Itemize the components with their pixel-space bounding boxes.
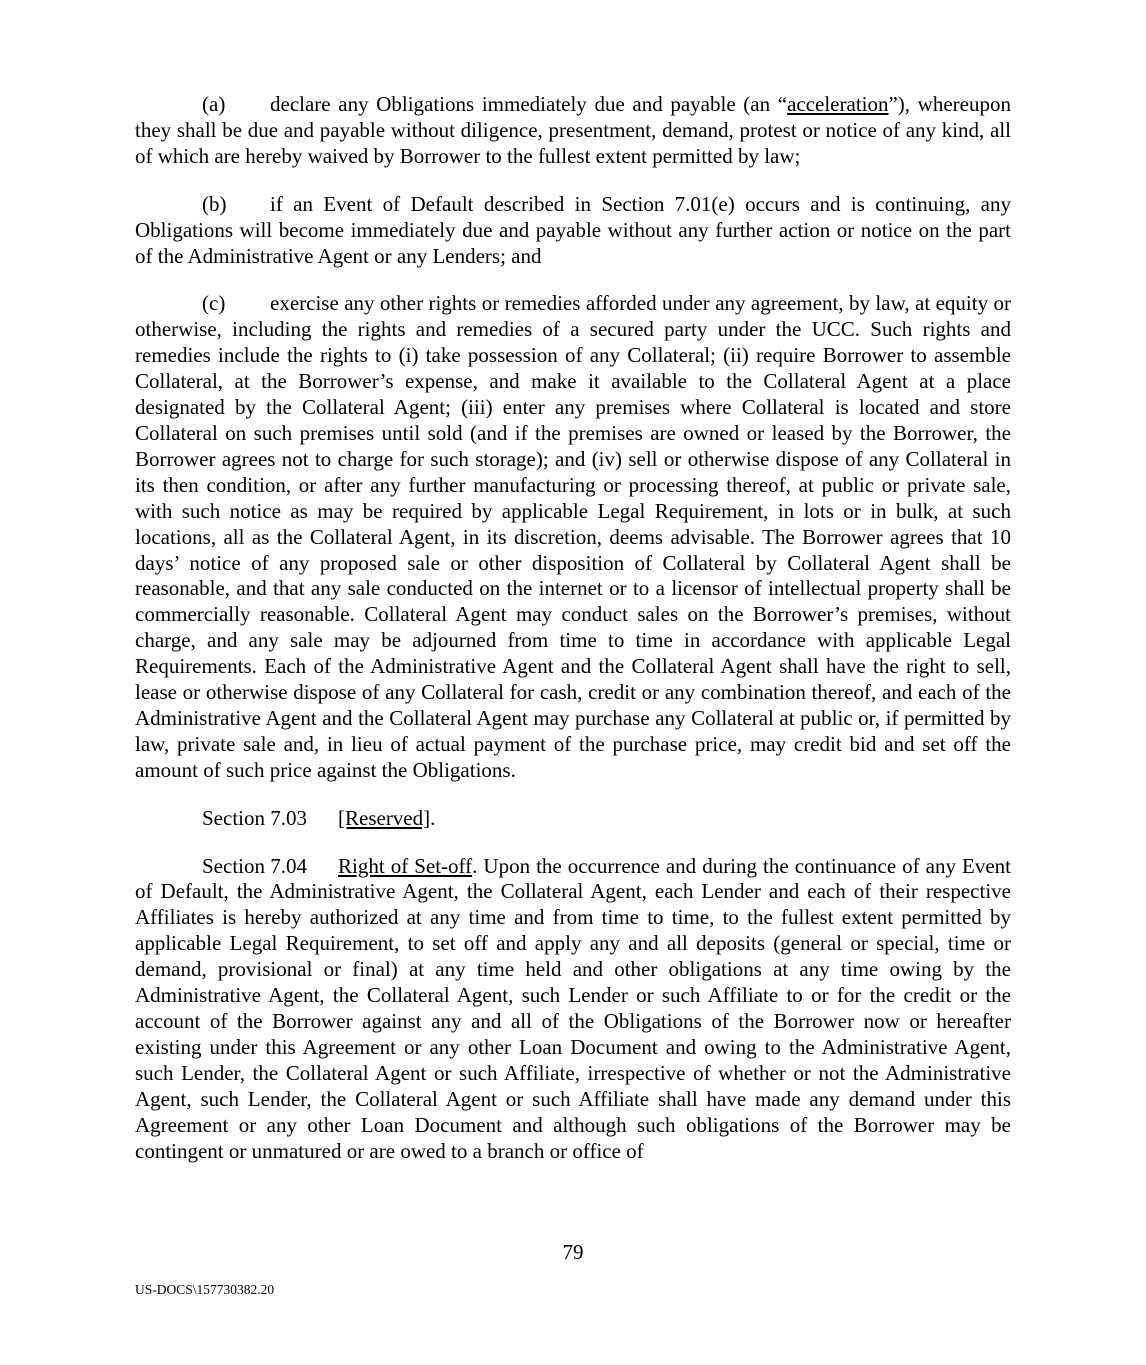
defined-term-acceleration: acceleration [787, 92, 889, 116]
paragraph-a-text-start: declare any Obligations immediately due and payable (an “ [270, 92, 788, 116]
section-7-04 [135, 854, 1011, 1165]
paragraph-a-text-end: ”), whereupon they shall be due and payable without diligence, presentment, demand, protest or notice of any kind, all of which are hereby waived by Borrower to the fullest extent permitted by law; [135, 92, 1011, 168]
paragraph-label: (c) [202, 291, 226, 316]
section-title-punct: . [472, 853, 478, 878]
paragraph-c [135, 291, 1011, 783]
section-number: Section 7.03 [202, 805, 307, 830]
paragraph-b [135, 192, 1011, 270]
section-7-03 [135, 806, 1011, 832]
paragraph-label: (a) [202, 92, 226, 116]
section-title: [Reserved] [338, 805, 431, 830]
paragraph-b-text: if an Event of Default described in Section 7.01(e) occurs and is continuing, any Obligations will become immediately due and payable without any further action or notice on the part of the Administrative Agent or any Lenders; and [135, 191, 1011, 268]
paragraph-c-text: exercise any other rights or remedies afforded under any agreement, by law, at equity or otherwise, including the rights and remedies of a secured party under the UCC. Such rights and remedies include the rights to (i) take possession of any Collateral; (ii) require Borrower to assemble Collateral, at the Borrower’s expense, and make it available to the Collateral Agent at a place designated by the Collateral Agent; (iii) enter any premises where Collateral is located and store Collateral on such premises until sold (and if the premises are owned or leased by the Borrower, the Borrower agrees not to charge for such storage); and (iv) sell or otherwise dispose of any Collateral in its then condition, or after any further manufacturing or processing thereof, at public or private sale, with such notice as may be required by applicable Legal Requirement, in lots or in bulk, at such locations, all as the Collateral Agent, in its discretion, deems advisable. The Borrower agrees that 10 days’ notice of any proposed sale or other disposition of Collateral by Collateral Agent shall be reasonable, and that any sale conducted on the internet or to a licensor of intellectual property shall be commercially reasonable. Collateral Agent may conduct sales on the Borrower’s premises, without charge, and any sale may be adjourned from time to time in accordance with applicable Legal Requirements. Each of the Administrative Agent and the Collateral Agent shall have the right to sell, lease or otherwise dispose of any Collateral for cash, credit or any combination thereof, and each of the Administrative Agent and the Collateral Agent may purchase any Collateral at public or, if permitted by law, private sale and, in lieu of actual payment of the purchase price, may credit bid and set off the amount of such price against the Obligations. [135, 291, 1011, 782]
paragraph-label: (b) [202, 191, 227, 216]
document-id: US-DOCS\157730382.20 [135, 1282, 275, 1297]
document-body [135, 92, 1011, 1186]
section-7-04-text: Upon the occurrence and during the continuance of any Event of Default, the Administrative Agent, the Collateral Agent, each Lender and each of their respective Affiliates is hereby authorized at any time and from time to time, to the fullest extent permitted by applicable Legal Requirement, to set off and apply any and all deposits (general or special, time or demand, provisional or final) at any time held and other obligations at any time owing by the Administrative Agent, the Collateral Agent, such Lender or such Affiliate to or for the credit or the account of the Borrower against any and all of the Obligations of the Borrower now or hereafter existing under this Agreement or any other Loan Document and owing to the Administrative Agent, such Lender, the Collateral Agent or such Affiliate, irrespective of whether or not the Administrative Agent, such Lender, the Collateral Agent or such Affiliate shall have made any demand under this Agreement or any other Loan Document and although such obligations of the Borrower may be contingent or unmatured or are owed to a branch or office of [135, 853, 1011, 1163]
page-number: 79 [562, 1240, 584, 1264]
section-number: Section 7.04 [202, 853, 307, 878]
section-title-punct: . [430, 805, 436, 830]
section-title: Right of Set-off [338, 853, 473, 878]
paragraph-a [135, 92, 1011, 170]
